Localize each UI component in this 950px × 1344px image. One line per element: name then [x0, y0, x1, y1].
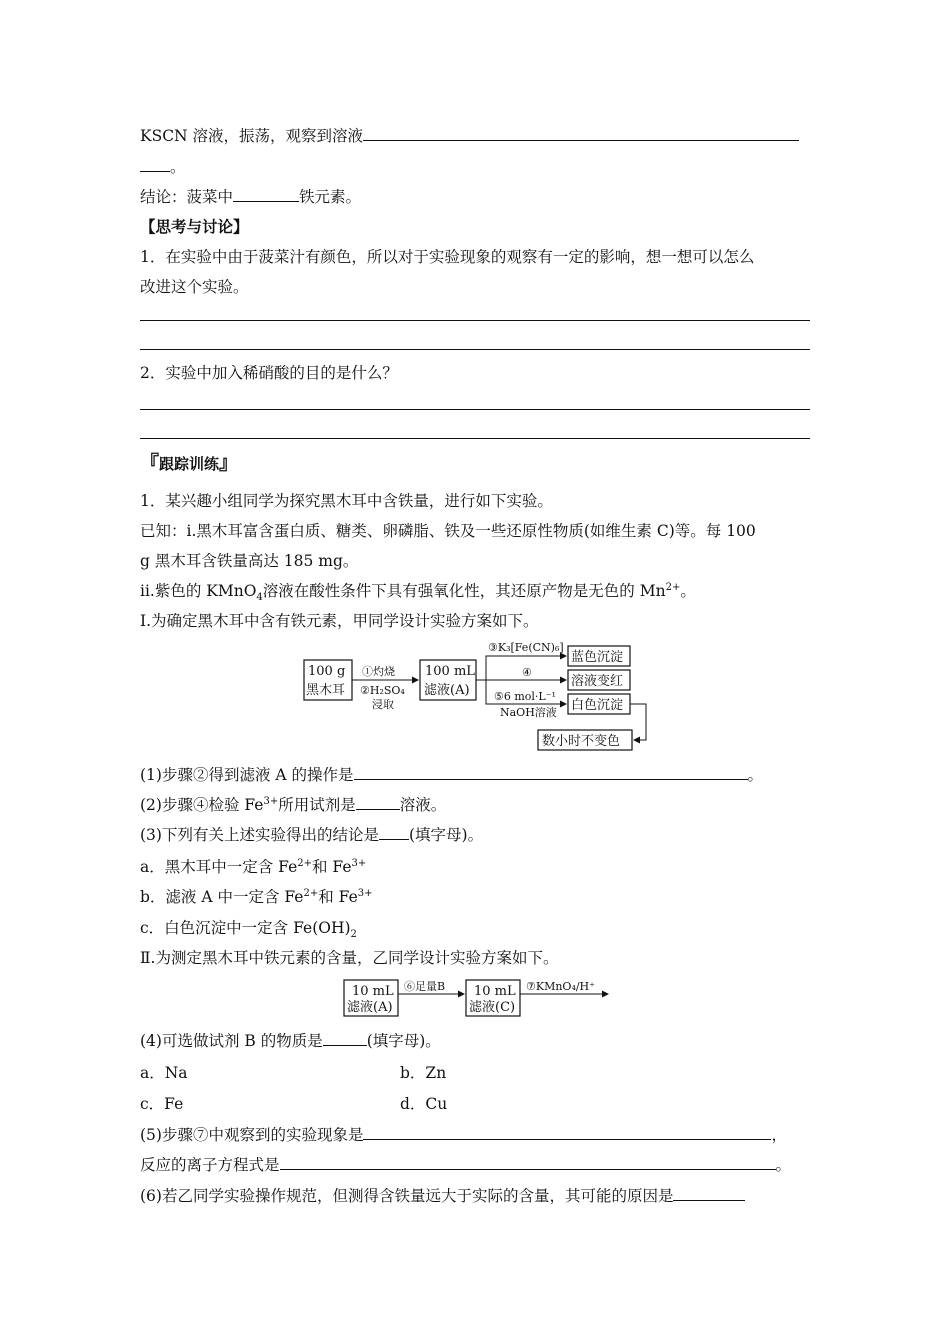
discussion-heading: 【思考与讨论】 [140, 217, 249, 236]
q1-5-equation [140, 1154, 810, 1176]
known-ii [140, 580, 810, 602]
q1-4 [140, 1030, 810, 1052]
arrow-icon [476, 656, 566, 680]
choice-d: d．Cu [400, 1095, 448, 1113]
q1-2-text: 所用试剂是 [278, 796, 356, 814]
answer-line[interactable] [140, 409, 810, 410]
superscript: 3+ [263, 795, 279, 807]
superscript: 2+ [297, 857, 312, 869]
kscn-text: KSCN 溶液，振荡，观察到溶液 [140, 127, 364, 145]
box1-volume: 10 mL [352, 984, 394, 999]
filtrate-volume: 100 mL [425, 664, 475, 679]
known-ii-text: ⅱ.紫色的 KMnO [140, 582, 257, 600]
step-7-label: ⑦KMnO₄/H⁺ [526, 980, 595, 993]
box2-name: 滤液(C) [469, 1000, 516, 1015]
answer-blank[interactable] [673, 1185, 745, 1201]
reagent-5-sub-label: NaOH溶液 [500, 706, 557, 719]
q1-3-text: (填字母)。 [408, 826, 484, 844]
superscript: 2+ [665, 581, 681, 593]
superscript: 3+ [351, 857, 367, 869]
q1-5-text: 反应的离子方程式是 [140, 1156, 280, 1174]
reagent-4-label: ④ [522, 666, 532, 679]
answer-line[interactable] [140, 320, 810, 321]
known-line2: g 黑木耳含铁量高达 185 mg。 [140, 552, 359, 570]
q1-1 [140, 764, 810, 786]
filtrate-name: 滤液(A) [424, 683, 470, 698]
part2-text: Ⅱ.为测定黑木耳中铁元素的含量，乙同学设计实验方案如下。 [140, 949, 559, 967]
q1-1-text: (1)步骤②得到滤液 A 的操作是 [140, 766, 354, 784]
step-1-label: ①灼烧 [362, 665, 395, 678]
answer-blank[interactable] [323, 1030, 367, 1046]
reagent-5-label: ⑤6 mol·L⁻¹ [494, 690, 556, 703]
result-6: 数小时不变色 [542, 734, 621, 749]
result-4: 溶液变红 [571, 674, 624, 689]
known-ii-text: 溶液在酸性条件下具有强氧化性，其还原产物是无色的 Mn [262, 582, 666, 600]
q1-5-text: (5)步骤⑦中观察到的实验现象是 [140, 1126, 364, 1144]
option-text: 和 Fe [312, 858, 352, 876]
kscn-line-end [140, 156, 810, 178]
period: 。 [170, 158, 186, 176]
q1-intro: 1．某兴趣小组同学为探究黑木耳中含铁量，进行如下实验。 [140, 492, 553, 510]
period: 。 [747, 766, 764, 784]
experiment-flow-diagram-1 [300, 640, 660, 752]
result-3: 蓝色沉淀 [571, 650, 624, 665]
box1-name: 滤液(A) [347, 1000, 393, 1015]
option-text: c．白色沉淀中一定含 Fe(OH) [140, 919, 351, 937]
answer-blank[interactable] [379, 824, 409, 840]
discussion-q2: 2．实验中加入稀硝酸的目的是什么？ [140, 364, 398, 382]
q1-6-text: (6)若乙同学实验操作规范，但测得含铁量远大于实际的含量，其可能的原因是 [140, 1187, 674, 1205]
known-line1: 已知：ⅰ.黑木耳富含蛋白质、糖类、卵磷脂、铁及一些还原性物质(如维生素 C)等。每 100 [140, 522, 756, 540]
comma: ， [771, 1126, 787, 1144]
q1-4-text: (4)可选做试剂 B 的物质是 [140, 1032, 323, 1050]
discussion-q1-line2: 改进这个实验。 [140, 278, 249, 296]
q1-2-text: 溶液。 [399, 796, 447, 814]
kscn-line [140, 125, 810, 147]
answer-blank[interactable] [363, 1124, 771, 1140]
right-bracket-icon: 』 [219, 452, 239, 474]
answer-line[interactable] [140, 349, 810, 350]
period: 。 [680, 582, 696, 600]
training-title-text: 跟踪训练 [159, 455, 220, 473]
choice-c: c．Fe [140, 1095, 184, 1113]
answer-line[interactable] [140, 438, 810, 439]
period: 。 [775, 1156, 792, 1174]
superscript: 3+ [357, 887, 373, 899]
left-bracket-icon: 『 [140, 452, 160, 474]
option-text: b．滤液 A 中一定含 Fe [140, 888, 304, 906]
answer-blank[interactable] [356, 794, 400, 810]
reagent-3-label: ③K₃[Fe(CN)₆] [488, 641, 564, 654]
q1-4-text: (填字母)。 [366, 1032, 441, 1050]
subscript: 2 [350, 929, 357, 941]
superscript: 2+ [303, 887, 319, 899]
option-a [140, 856, 810, 878]
choice-b: b．Zn [400, 1064, 447, 1082]
option-b [140, 886, 810, 908]
part1-text: Ⅰ.为确定黑木耳中含有铁元素，甲同学设计实验方案如下。 [140, 612, 539, 630]
step-2-sub-label: 浸取 [372, 698, 394, 711]
q1-6 [140, 1185, 810, 1207]
sample-name: 黑木耳 [306, 683, 346, 698]
answer-blank[interactable] [140, 156, 170, 172]
q1-5 [140, 1124, 810, 1146]
q1-2 [140, 794, 810, 816]
answer-blank[interactable] [363, 125, 799, 141]
option-text: a．黑木耳中一定含 Fe [140, 858, 298, 876]
q1-3 [140, 824, 810, 846]
training-title [140, 452, 810, 475]
box2-volume: 10 mL [474, 984, 516, 999]
discussion-q1-line1: 1．在实验中由于菠菜汁有颜色，所以对于实验现象的观察有一定的影响，想一想可以怎么 [140, 248, 755, 266]
conclusion-suffix: 铁元素。 [299, 188, 362, 206]
q1-2-text: (2)步骤④检验 Fe [140, 796, 264, 814]
answer-blank[interactable] [280, 1154, 776, 1170]
subscript: 4 [256, 592, 263, 604]
answer-blank[interactable] [233, 186, 299, 202]
option-c [140, 917, 810, 939]
result-5: 白色沉淀 [571, 698, 624, 713]
experiment-flow-diagram-2 [340, 978, 620, 1020]
conclusion-prefix: 结论：菠菜中 [140, 188, 234, 206]
step-2-label: ②H₂SO₄ [360, 684, 405, 697]
option-text: 和 Fe [318, 888, 358, 906]
choice-a: a．Na [140, 1064, 188, 1082]
sample-mass: 100 g [308, 664, 346, 679]
step-6-label: ⑥足量B [404, 980, 446, 993]
conclusion-line [140, 186, 810, 208]
q1-3-text: (3)下列有关上述实验得出的结论是 [140, 826, 379, 844]
answer-blank[interactable] [354, 764, 748, 780]
